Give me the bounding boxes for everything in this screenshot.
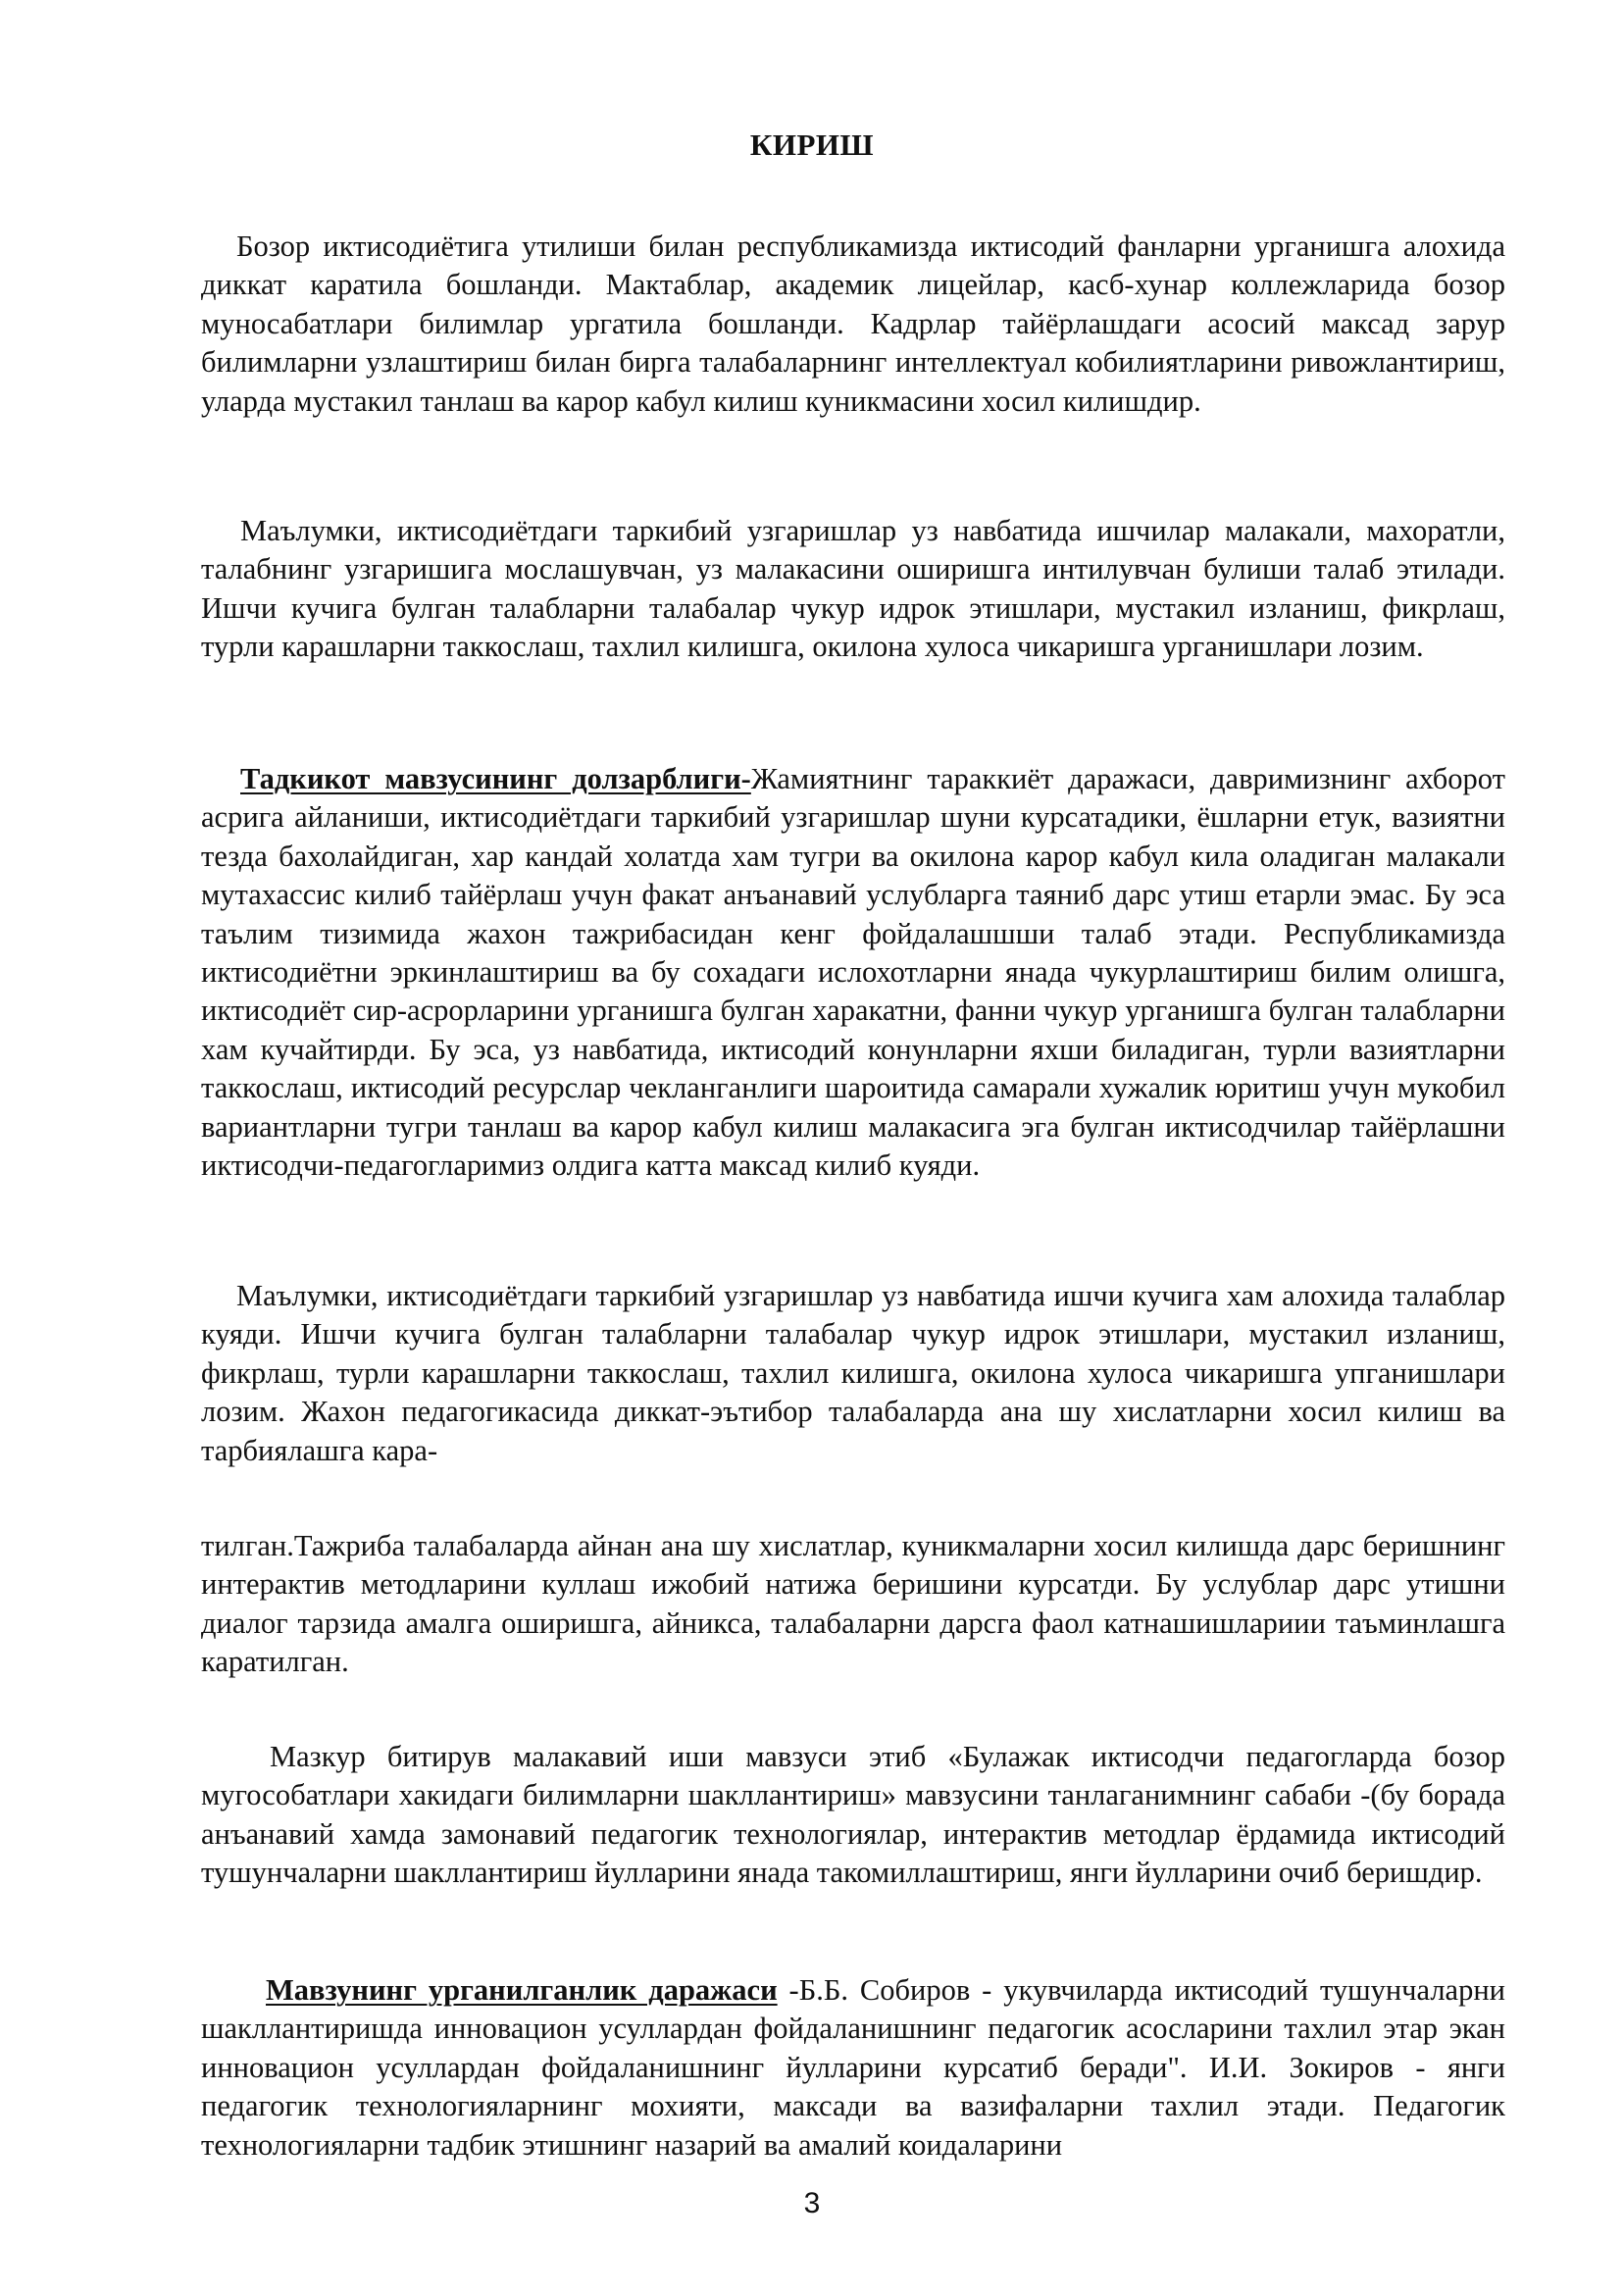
paragraph-3-heading: Тадкикот мавзусининг долзарблиги- (240, 762, 751, 795)
paragraph-3 (201, 760, 1505, 1185)
paragraph-2-text: Маълумки, иктисодиётдаги таркибий узгаришлар уз навбатида ишчилар малакали, махоратли, талабнинг узгаришига мослашувчан, уз малакасини оширишга интилувчан булиши талаб этилади. Ишчи кучига булган талабларни талабалар чукур идрок этишлари, мустакил изланиш, фикрлаш, турли карашларни таккослаш, тахлил килишга, окилона хулоса чикаришга урганишлари лозим. (201, 514, 1505, 664)
paragraph-5 (201, 1527, 1505, 1682)
paragraph-6-text: Мазкур битирув малакавий иши мавзуси этиб «Булажак иктисодчи педагогларда бозор мугособатлари хакидаги билимларни шакллантириш» мавзусини танлаганимнинг сабаби -(бу борада анъанавий хамда замонавий педагогик технологиялар, интерактив методлар ёрдамида иктисодий тушунчаларни шакллантириш йулларини янада такомиллаштириш, янги йулларини очиб беришдир. (201, 1740, 1505, 1890)
paragraph-4 (201, 1277, 1505, 1470)
paragraph-2 (201, 512, 1505, 667)
paragraph-7 (201, 1971, 1505, 2165)
paragraph-7-heading: Мавзунинг урганилганлик даражаси (266, 1973, 778, 2007)
paragraph-1 (201, 228, 1505, 421)
paragraph-3-text: Жамиятнинг тараккиёт даражаси, давримизнинг ахборот асрига айланиши, иктисодиётдаги таркибий узгаришлар шуни курсатадики, ёшларни етук, вазиятни тезда бахолайдиган, хар кандай холатда хам тугри ва окилона карор кабул кила оладиган малакали мутахассис килиб тайёрлаш учун факат анъанавий услубларга таяниб дарс утиш етарли эмас. Бу эса таълим тизимида жахон тажрибасидан кенг фойдалашшши талаб этади. Республикамизда иктисодиётни эркинлаштириш ва бу сохадаги ислохотларни янада чукурлаштириш билим олишга, иктисодиёт сир-асрорларини урганишга булган харакатни, фанни чукур урганишга булган талабларни хам кучайтирди. Бу эса, уз навбатида, иктисодий конунларни яхши биладиган, турли вазиятларни таккослаш, иктисодий ресурслар чекланганлиги шароитида самарали хужалик юритиш учун мукобил вариантларни тугри танлаш ва карор кабул килиш малакасига эга булган иктисодчилар тайёрлашни иктисодчи-педагогларимиз олдига катта максад килиб куяди. (201, 762, 1505, 1183)
paragraph-4-text: Маълумки, иктисодиётдаги таркибий узгаришлар уз навбатида ишчи кучига хам алохида талаблар куяди. Ишчи кучига булган талабларни талабалар чукур идрок этишлари, мустакил изланиш, фикрлаш, турли карашларни таккослаш, тахлил килишга, окилона хулоса чикаришга упганишлари лозим. Жахон педагогикасида диккат-эътибор талабаларда ана шу хислатларни хосил килиш ва тарбиялашга кара- (201, 1279, 1505, 1467)
page-number: 3 (803, 2187, 821, 2219)
paragraph-6 (201, 1738, 1505, 1893)
paragraph-1-text: Бозор иктисодиётига утилиши билан республикамизда иктисодий фанларни урганишга алохида диккат каратила бошланди. Мактаблар, академик лицейлар, касб-хунар коллежларида бозор муносабатлари билимлар ургатила бошланди. Кадрлар тайёрлашдаги асосий максад зарур билимларни узлаштириш билан бирга талабаларнинг интеллектуал кобилиятларини ривожлантириш, уларда мустакил танлаш ва карор кабул килиш куникмасини хосил килишдир. (201, 229, 1505, 418)
paragraph-7-text: -Б.Б. Собиров - укувчиларда иктисодий тушунчаларни шакллантиришда инновацион усуллардан фойдаланишнинг педагогик асосларини тахлил этар экан инновацион усуллардан фойдаланишнинг йулларини курсатиб беради". И.И. Зокиров - янги педагогик технологияларнинг мохияти, максади ва вазифаларни тахлил этади. Педагогик технологияларни тадбик этишнинг назарий ва амалий коидаларини (201, 1973, 1505, 2162)
page-title: КИРИШ (749, 127, 875, 162)
paragraph-5-text: тилган.Тажриба талабаларда айнан ана шу хислатлар, куникмаларни хосил килишда дарс беришнинг интерактив методларини куллаш ижобий натижа беришини курсатди. Бу услублар дарс утишни диалог тарзида амалга оширишга, айникса, талабаларни дарсга фаол катнашишлариии таъминлашга каратилган. (201, 1529, 1505, 1679)
